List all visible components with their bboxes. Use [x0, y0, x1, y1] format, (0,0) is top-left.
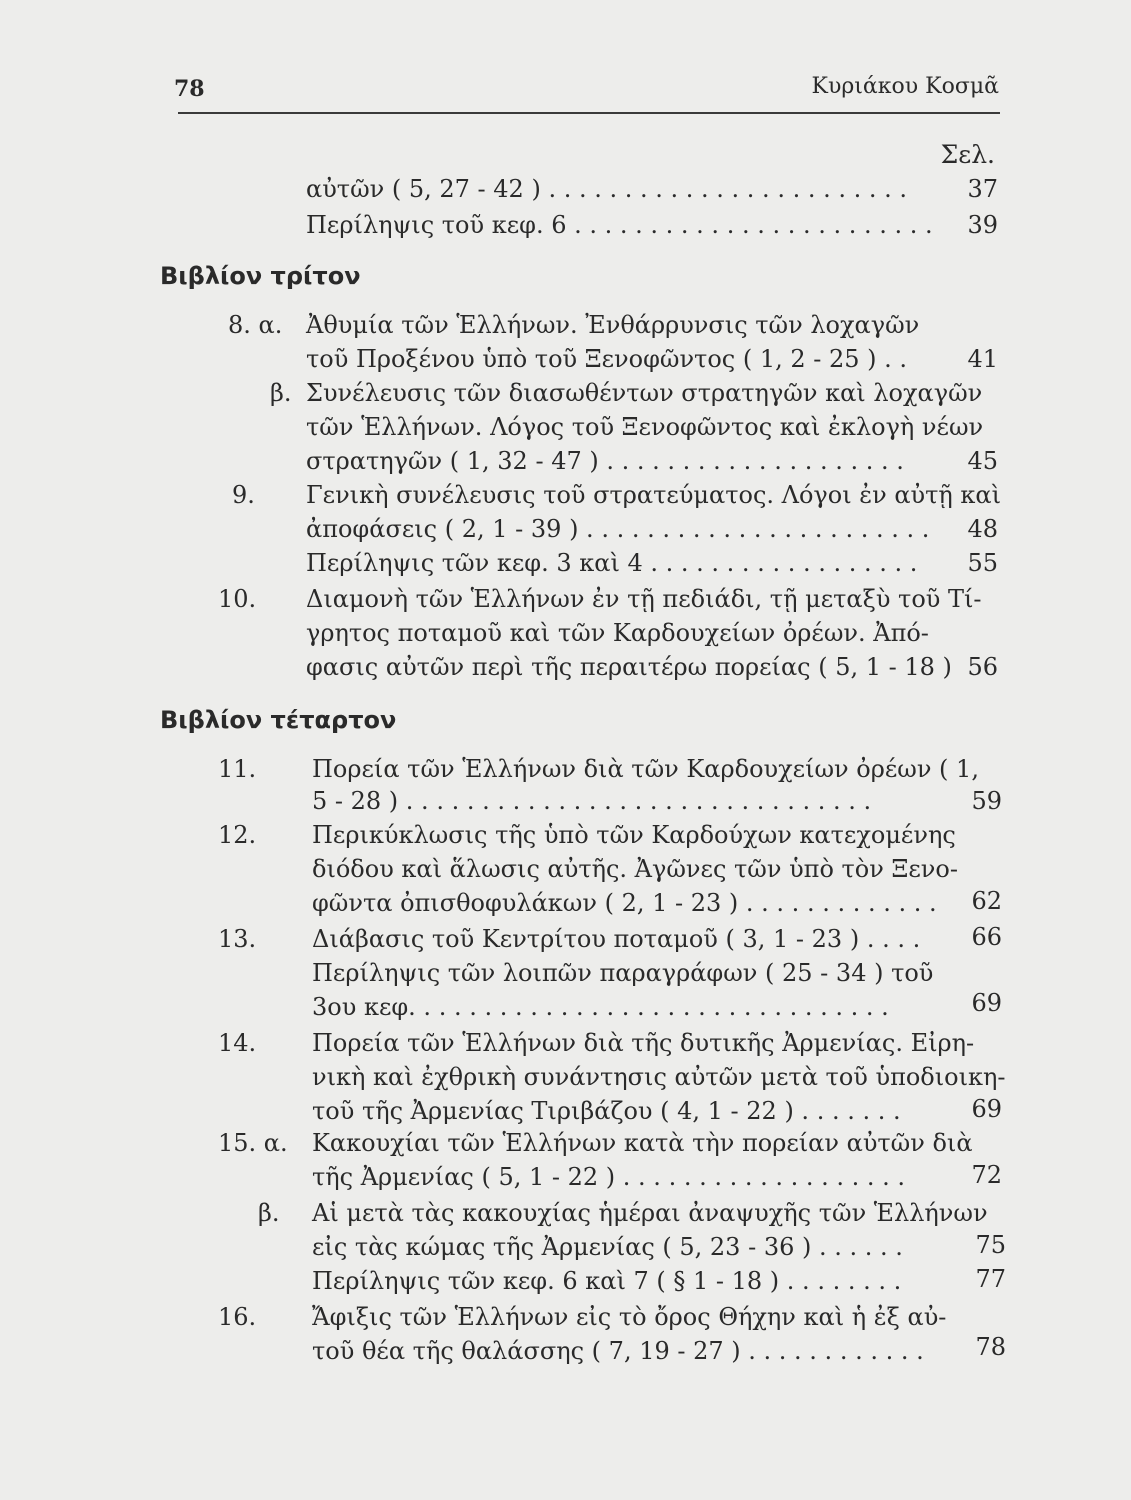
toc-line: Διαμονὴ τῶν Ἑλλήνων ἐν τῇ πεδιάδι, τῇ μεταξὺ τοῦ Τί-	[306, 585, 982, 613]
toc-line: τοῦ Προξένου ὑπὸ τοῦ Ξενοφῶντος ( 1, 2 - 25 ) . .	[306, 345, 908, 373]
toc-line: γρητος ποταμοῦ καὶ τῶν Καρδουχείων ὀρέων. Ἀπό-	[306, 619, 929, 647]
toc-line: Περίληψις τοῦ κεφ. 6 . . . . . . . . . . . . . . . . . . . . . . . .	[306, 211, 933, 239]
toc-line: Αἱ μετὰ τὰς κακουχίας ἡμέραι ἀναψυχῆς τῶν Ἑλλήνων	[312, 1199, 988, 1227]
entry-number: 12.	[218, 821, 257, 849]
book-heading: Βιβλίον τέταρτον	[160, 706, 397, 734]
entry-number: β.	[258, 1199, 280, 1227]
toc-page: 75	[975, 1231, 1006, 1259]
toc-page: 69	[971, 989, 1002, 1017]
toc-page: 39	[967, 211, 998, 239]
toc-page: 45	[967, 447, 998, 475]
toc-line: φῶντα ὀπισθοφυλάκων ( 2, 1 - 23 ) . . . . . . . . . . . . .	[312, 889, 937, 917]
toc-line: 5 - 28 ) . . . . . . . . . . . . . . . . . . . . . . . . . . . . . . .	[312, 787, 872, 815]
toc-line: Πορεία τῶν Ἑλλήνων διὰ τῆς δυτικῆς Ἀρμενίας. Εἰρη-	[312, 1029, 975, 1057]
toc-line: διόδου καὶ ἅλωσις αὐτῆς. Ἀγῶνες τῶν ὑπὸ τὸν Ξενο-	[312, 855, 958, 883]
toc-line: Πορεία τῶν Ἑλλήνων διὰ τῶν Καρδουχείων ὀρέων ( 1,	[312, 755, 979, 783]
toc-line: Ἀθυμία τῶν Ἑλλήνων. Ἐνθάρρυνσις τῶν λοχαγῶν	[306, 311, 920, 339]
toc-page: 78	[975, 1333, 1006, 1361]
toc-line: 3ου κεφ. . . . . . . . . . . . . . . . . . . . . . . . . . . . . . . .	[312, 993, 889, 1021]
entry-number: 15. α.	[218, 1129, 288, 1157]
toc-line: εἰς τὰς κώμας τῆς Ἀρμενίας ( 5, 23 - 36 ) . . . . . .	[312, 1233, 903, 1261]
toc-page: 48	[967, 515, 998, 543]
toc-line: φασις αὐτῶν περὶ τῆς περαιτέρω πορείας ( 5, 1 - 18 )	[306, 653, 952, 681]
toc-page: 77	[975, 1265, 1006, 1293]
entry-number: 8. α.	[228, 311, 283, 339]
toc-line: Συνέλευσις τῶν διασωθέντων στρατηγῶν καὶ λοχαγῶν	[306, 379, 983, 407]
toc-page: 56	[967, 653, 998, 681]
entry-number: 9.	[232, 481, 255, 509]
toc-line: Γενικὴ συνέλευσις τοῦ στρατεύματος. Λόγοι ἐν αὐτῇ καὶ	[306, 481, 1002, 509]
entry-number: 16.	[218, 1303, 257, 1331]
toc-line: τοῦ θέα τῆς θαλάσσης ( 7, 19 - 27 ) . . . . . . . . . . . .	[312, 1337, 924, 1365]
book-heading: Βιβλίον τρίτον	[160, 262, 361, 290]
toc-page: 37	[967, 175, 998, 203]
toc-line: αὐτῶν ( 5, 27 - 42 ) . . . . . . . . . . . . . . . . . . . . . . . .	[306, 175, 908, 203]
toc-line: Ἄφιξις τῶν Ἑλλήνων εἰς τὸ ὄρος Θήχην καὶ ἡ ἐξ αὐ-	[312, 1303, 947, 1331]
toc-page: 62	[971, 887, 1002, 915]
toc-page: 72	[971, 1161, 1002, 1189]
toc-line: νικὴ καὶ ἐχθρικὴ συνάντησις αὐτῶν μετὰ τοῦ ὑποδιοικη-	[312, 1063, 1006, 1091]
header-rule	[178, 112, 1000, 114]
entry-number: 11.	[218, 755, 257, 783]
toc-line: τῆς Ἀρμενίας ( 5, 1 - 22 ) . . . . . . . . . . . . . . . . . . .	[312, 1163, 906, 1191]
page-number: 78	[174, 76, 205, 102]
toc-page: 55	[967, 549, 998, 577]
toc-line: τῶν Ἑλλήνων. Λόγος τοῦ Ξενοφῶντος καὶ ἐκλογὴ νέων	[306, 413, 984, 441]
running-head: Κυριάκου Κοσμᾶ	[811, 74, 999, 99]
toc-line: Κακουχίαι τῶν Ἑλλήνων κατὰ τὴν πορείαν αὐτῶν διὰ	[312, 1129, 973, 1157]
toc-page: 66	[971, 923, 1002, 951]
entry-number: 14.	[218, 1029, 257, 1057]
toc-line: Διάβασις τοῦ Κεντρίτου ποταμοῦ ( 3, 1 - 23 ) . . . .	[312, 925, 921, 953]
toc-page: 41	[967, 345, 998, 373]
entry-number: β.	[270, 379, 292, 407]
toc-line: Περίληψις τῶν κεφ. 3 καὶ 4 . . . . . . . . . . . . . . . . . .	[306, 549, 918, 577]
toc-page: 69	[971, 1095, 1002, 1123]
entry-number: 10.	[218, 585, 257, 613]
entry-number: 13.	[218, 925, 257, 953]
toc-line: Περίληψις τῶν κεφ. 6 καὶ 7 ( § 1 - 18 ) . . . . . . . .	[312, 1267, 902, 1295]
toc-line: ἀποφάσεις ( 2, 1 - 39 ) . . . . . . . . . . . . . . . . . . . . . . .	[306, 515, 930, 543]
toc-page: 59	[971, 787, 1002, 815]
toc-line: Περίληψις τῶν λοιπῶν παραγράφων ( 25 - 34 ) τοῦ	[312, 959, 934, 987]
toc-line: τοῦ τῆς Ἀρμενίας Τιριβάζου ( 4, 1 - 22 ) . . . . . . .	[312, 1097, 901, 1125]
toc-line: στρατηγῶν ( 1, 32 - 47 ) . . . . . . . . . . . . . . . . . . . .	[306, 447, 904, 475]
page-column-label: Σελ.	[940, 140, 995, 169]
toc-line: Περικύκλωσις τῆς ὑπὸ τῶν Καρδούχων κατεχομένης	[312, 821, 956, 849]
